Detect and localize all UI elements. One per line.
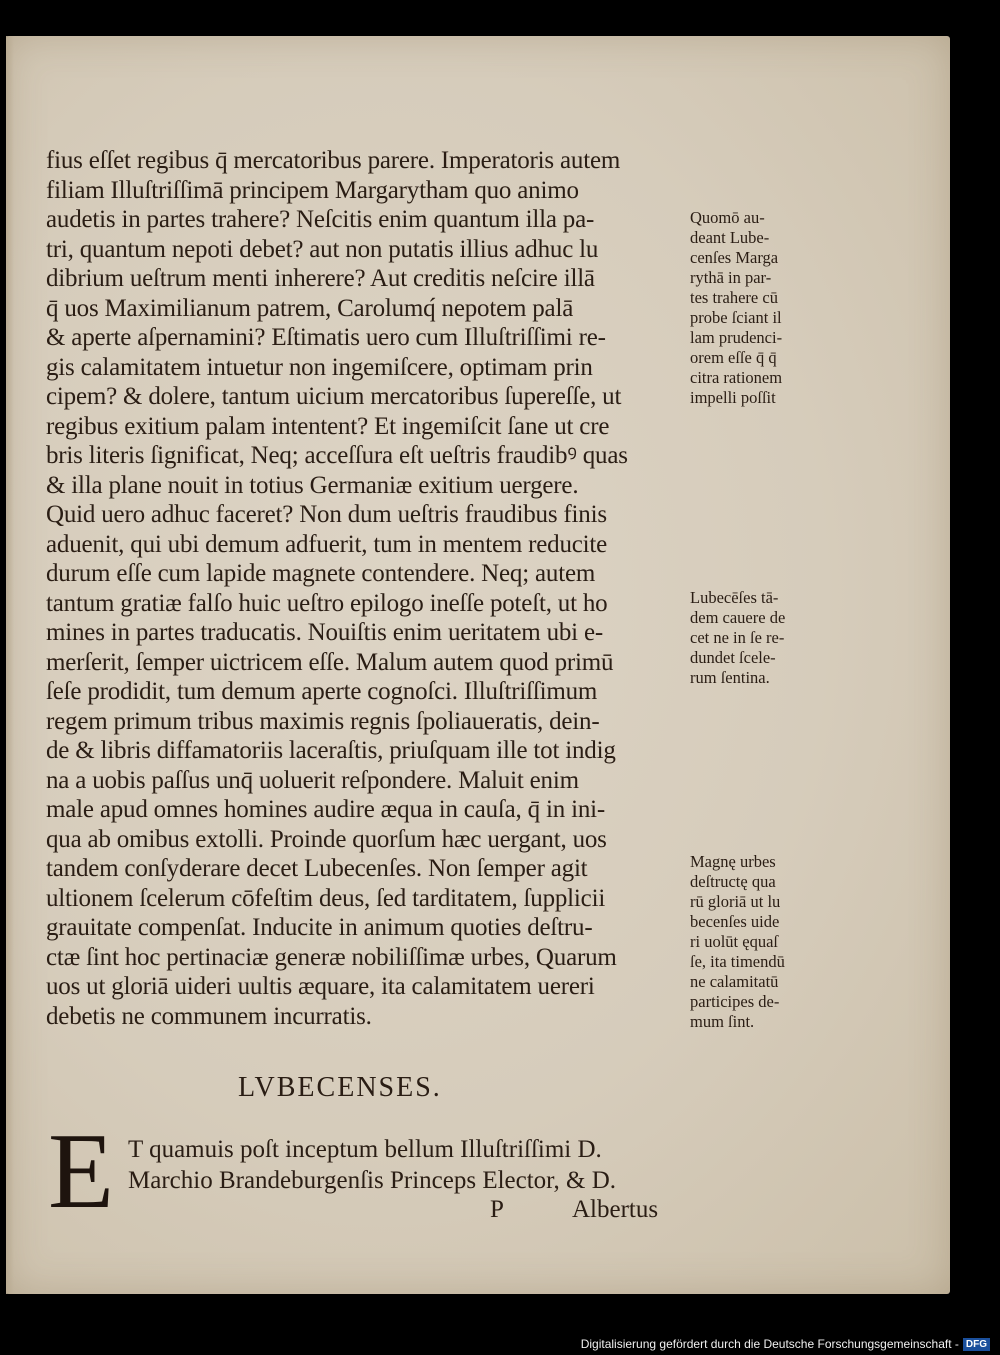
text-line: tandem conſyderare decet Lubecenſes. Non ſemper agit [46,855,588,882]
opening-paragraph [128,1134,688,1196]
dfg-logo: DFG [963,1338,990,1351]
opening-line: Marchio Brandeburgenſis Princeps Elector, & D. [128,1167,617,1194]
marginal-line: Lubecēſes tā- [690,588,779,607]
marginal-line: probe ſciant il [690,308,782,327]
text-line: ultionem ſcelerum cōfeſtim deus, ſed tarditatem, ſupplicii [46,884,606,912]
text-line: qua ab omibus extolli. Proinde quorſum hæc uergant, uos [46,825,607,853]
marginal-line: Quomō au- [690,208,765,227]
page-edge [6,36,14,1294]
text-line: & illa plane nouit in totius Germaniæ exitium uergere. [46,471,579,499]
text-line: durum eſſe cum lapide magnete contendere. Neq; autem [46,560,596,587]
catchword: Albertus [572,1196,659,1223]
marginal-line: participes de- [690,992,780,1011]
marginal-line: impelli poſſit [690,388,776,407]
text-line: regem primum tribus maximis regnis ſpoliaueratis, dein- [46,707,600,735]
marginal-line: ri uolūt ęquaſ [690,932,778,951]
marginal-note-margaret [690,208,830,408]
signature-mark: P [490,1196,504,1223]
text-line: aduenit, qui ubi demum adfuerit, tum in mentem reducite [46,530,608,558]
text-line: debetis ne communem incurratis. [46,1002,372,1030]
marginal-line: deſtructę qua [690,872,776,891]
text-line: ctæ ſint hoc pertinaciæ generæ nobiliſſimæ urbes, Quarum [46,943,617,971]
marginal-note-lubeck-warning [690,588,830,688]
marginal-line: dem cauere de [690,608,786,627]
text-line: filiam Illuſtriſſimā principem Margarytham quo animo [46,176,579,204]
marginal-line: Magnę urbes [690,852,776,871]
book-page [6,36,950,1294]
credit-text: Digitalisierung gefördert durch die Deutsche Forschungsgemeinschaft - [580,1337,959,1351]
main-text-block [46,146,698,1031]
marginal-line: ſe, ita timendū [690,952,785,971]
text-line: fius eſſet regibus q̄ mercatoribus parere. Imperatoris autem [46,147,621,174]
marginal-line: ne calamitatū [690,972,779,991]
marginal-line: cenſes Marga [690,248,779,267]
text-line: de & libris diffamatoriis laceraſtis, priuſquam ille tot indig [46,737,616,764]
text-line: bris literis ſignificat, Neq; acceſſura eſt ueſtris fraudibꝰ quas [46,442,628,469]
text-line: tri, quantum nepoti debet? aut non putatis illius adhuc lu [46,235,599,263]
marginal-line: becenſes uide [690,912,780,931]
marginal-line: cet ne in ſe re- [690,628,785,647]
text-line: male apud omnes homines audire æqua in cauſa, q̄ in ini- [46,796,605,823]
drop-cap: E [48,1112,114,1231]
text-line: merſerit, ſemper uictricem eſſe. Malum autem quod primū [46,648,614,676]
text-line: audetis in partes trahere? Neſcitis enim quantum illa pa- [46,206,595,233]
text-line: dibrium ueſtrum menti inherere? Aut creditis neſcire illā [46,265,595,292]
marginal-line: deant Lube- [690,228,770,247]
marginal-line: lam prudenci- [690,328,783,347]
marginal-line: rum ſentina. [690,668,770,687]
section-heading: LVBECENSES. [238,1072,442,1103]
marginal-line: tes trahere cū [690,288,778,307]
marginal-note-great-cities [690,852,830,1032]
marginal-line: citra rationem [690,368,783,387]
text-line: tantum gratiæ falſo huic ueſtro epilogo ineſſe poteſt, ut ho [46,589,608,617]
digitization-credit [581,1337,990,1351]
opening-line: T quamuis poſt inceptum bellum Illuſtriſſimi D. [128,1136,602,1163]
text-line: cipem? & dolere, tantum uicium mercatoribus ſupereſſe, ut [46,383,622,410]
text-line: na a uobis paſſus unq̄ uoluerit reſpondere. Maluit enim [46,766,579,794]
marginal-line: orem eſſe q̄ q̄ [690,348,777,367]
marginal-line: mum ſint. [690,1012,755,1031]
text-line: grauitate compenſat. Inducite in animum quoties deſtru- [46,914,593,941]
text-line: uos ut gloriā uideri uultis æquare, ita calamitatem uereri [46,973,595,1000]
text-line: q̄ uos Maximilianum patrem, Carolumq́ nepotem palā [46,294,574,322]
text-line: & aperte aſpernamini? Eſtimatis uero cum Illuſtriſſimi re- [46,324,606,351]
marginal-line: dundet ſcele- [690,648,776,667]
marginal-line: rū gloriā ut lu [690,892,781,911]
text-line: Quid uero adhuc faceret? Non dum ueſtris fraudibus finis [46,501,607,528]
text-line: mines in partes traducatis. Nouiſtis enim ueritatem ubi e- [46,619,604,646]
text-line: regibus exitium palam intentent? Et ingemiſcit ſane ut cre [46,412,610,440]
marginal-line: rythā in par- [690,268,772,287]
text-line: gis calamitatem intuetur non ingemiſcere, optimam prin [46,353,593,381]
text-line: ſeſe prodidit, tum demum aperte cognoſci. Illuſtriſſimum [46,678,598,705]
